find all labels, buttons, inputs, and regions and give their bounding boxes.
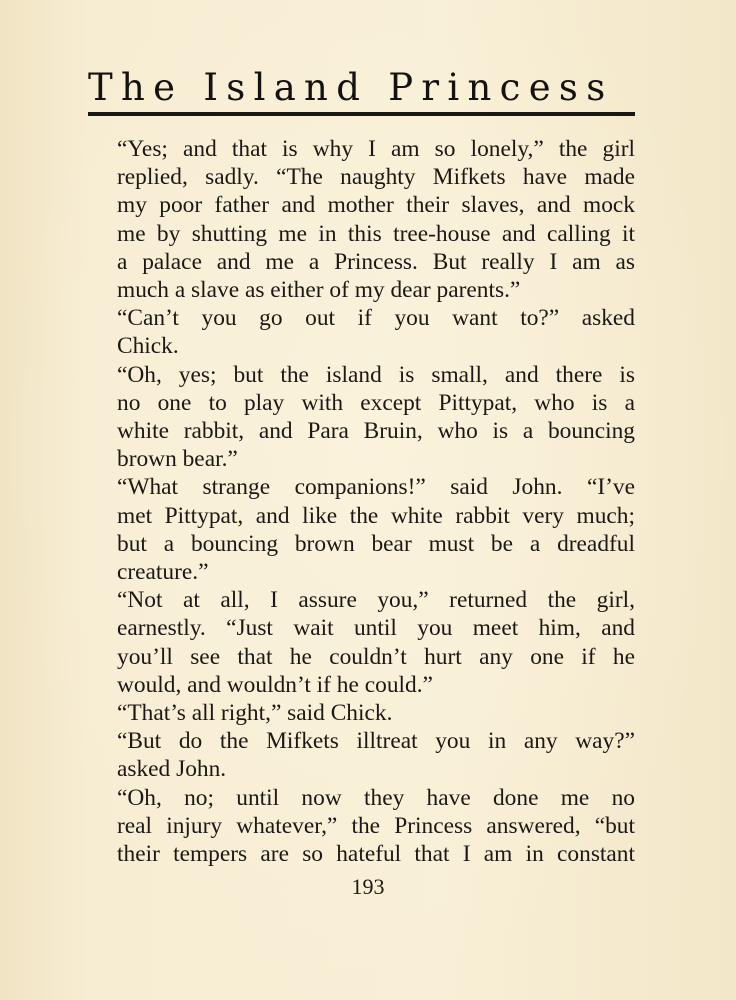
paragraph	[117, 473, 635, 586]
text-line: “What strange companions!” said John. “I’ve	[117, 474, 635, 501]
text-line: my poor father and mother their slaves, and mock	[117, 192, 635, 219]
text-line: “Oh, yes; but the island is small, and there is	[117, 361, 635, 388]
paragraph	[117, 586, 635, 699]
paragraph	[117, 784, 635, 869]
text-line: “Yes; and that is why I am so lonely,” the girl	[117, 136, 635, 162]
text-line: me by shutting me in this tree-house and calling it	[117, 220, 635, 247]
text-line: would, and wouldn’t if he could.”	[117, 671, 433, 698]
text-line: much a slave as either of my dear parents.”	[117, 277, 521, 304]
text-line: a palace and me a Princess. But really I am as	[117, 248, 635, 275]
text-line: no one to play with except Pittypat, who is a	[117, 389, 635, 416]
paragraph	[117, 699, 635, 727]
header-rule	[88, 112, 635, 116]
text-line: “But do the Mifkets illtreat you in any way?”	[117, 728, 635, 755]
text-line: “Can’t you go out if you want to?” asked	[117, 305, 635, 332]
paragraph	[117, 304, 635, 360]
paragraph	[117, 727, 635, 783]
text-line: real injury whatever,” the Princess answered, “but	[117, 812, 635, 839]
body-text	[117, 135, 635, 868]
page-number: 193	[351, 874, 385, 899]
text-line: replied, sadly. “The naughty Mifkets have made	[117, 164, 635, 191]
text-line: white rabbit, and Para Bruin, who is a bouncing	[117, 418, 635, 445]
text-line: “Oh, no; until now they have done me no	[117, 784, 635, 811]
text-line: their tempers are so hateful that I am in constant	[117, 841, 635, 868]
text-line: earnestly. “Just wait until you meet him, and	[117, 615, 635, 642]
paragraph	[117, 361, 635, 474]
text-line: Chick.	[117, 333, 179, 360]
text-line: but a bouncing brown bear must be a dreadful	[117, 530, 635, 557]
paragraph	[117, 135, 635, 304]
text-line: brown bear.”	[117, 446, 238, 473]
text-line: met Pittypat, and like the white rabbit very much;	[117, 502, 635, 529]
text-line: you’ll see that he couldn’t hurt any one if he	[117, 643, 635, 670]
text-line: “Not at all, I assure you,” returned the girl,	[117, 587, 635, 614]
text-line: creature.”	[117, 559, 209, 586]
text-line: “That’s all right,” said Chick.	[117, 700, 393, 727]
running-header-title: The Island Princess	[88, 66, 614, 109]
text-line: asked John.	[117, 756, 227, 783]
